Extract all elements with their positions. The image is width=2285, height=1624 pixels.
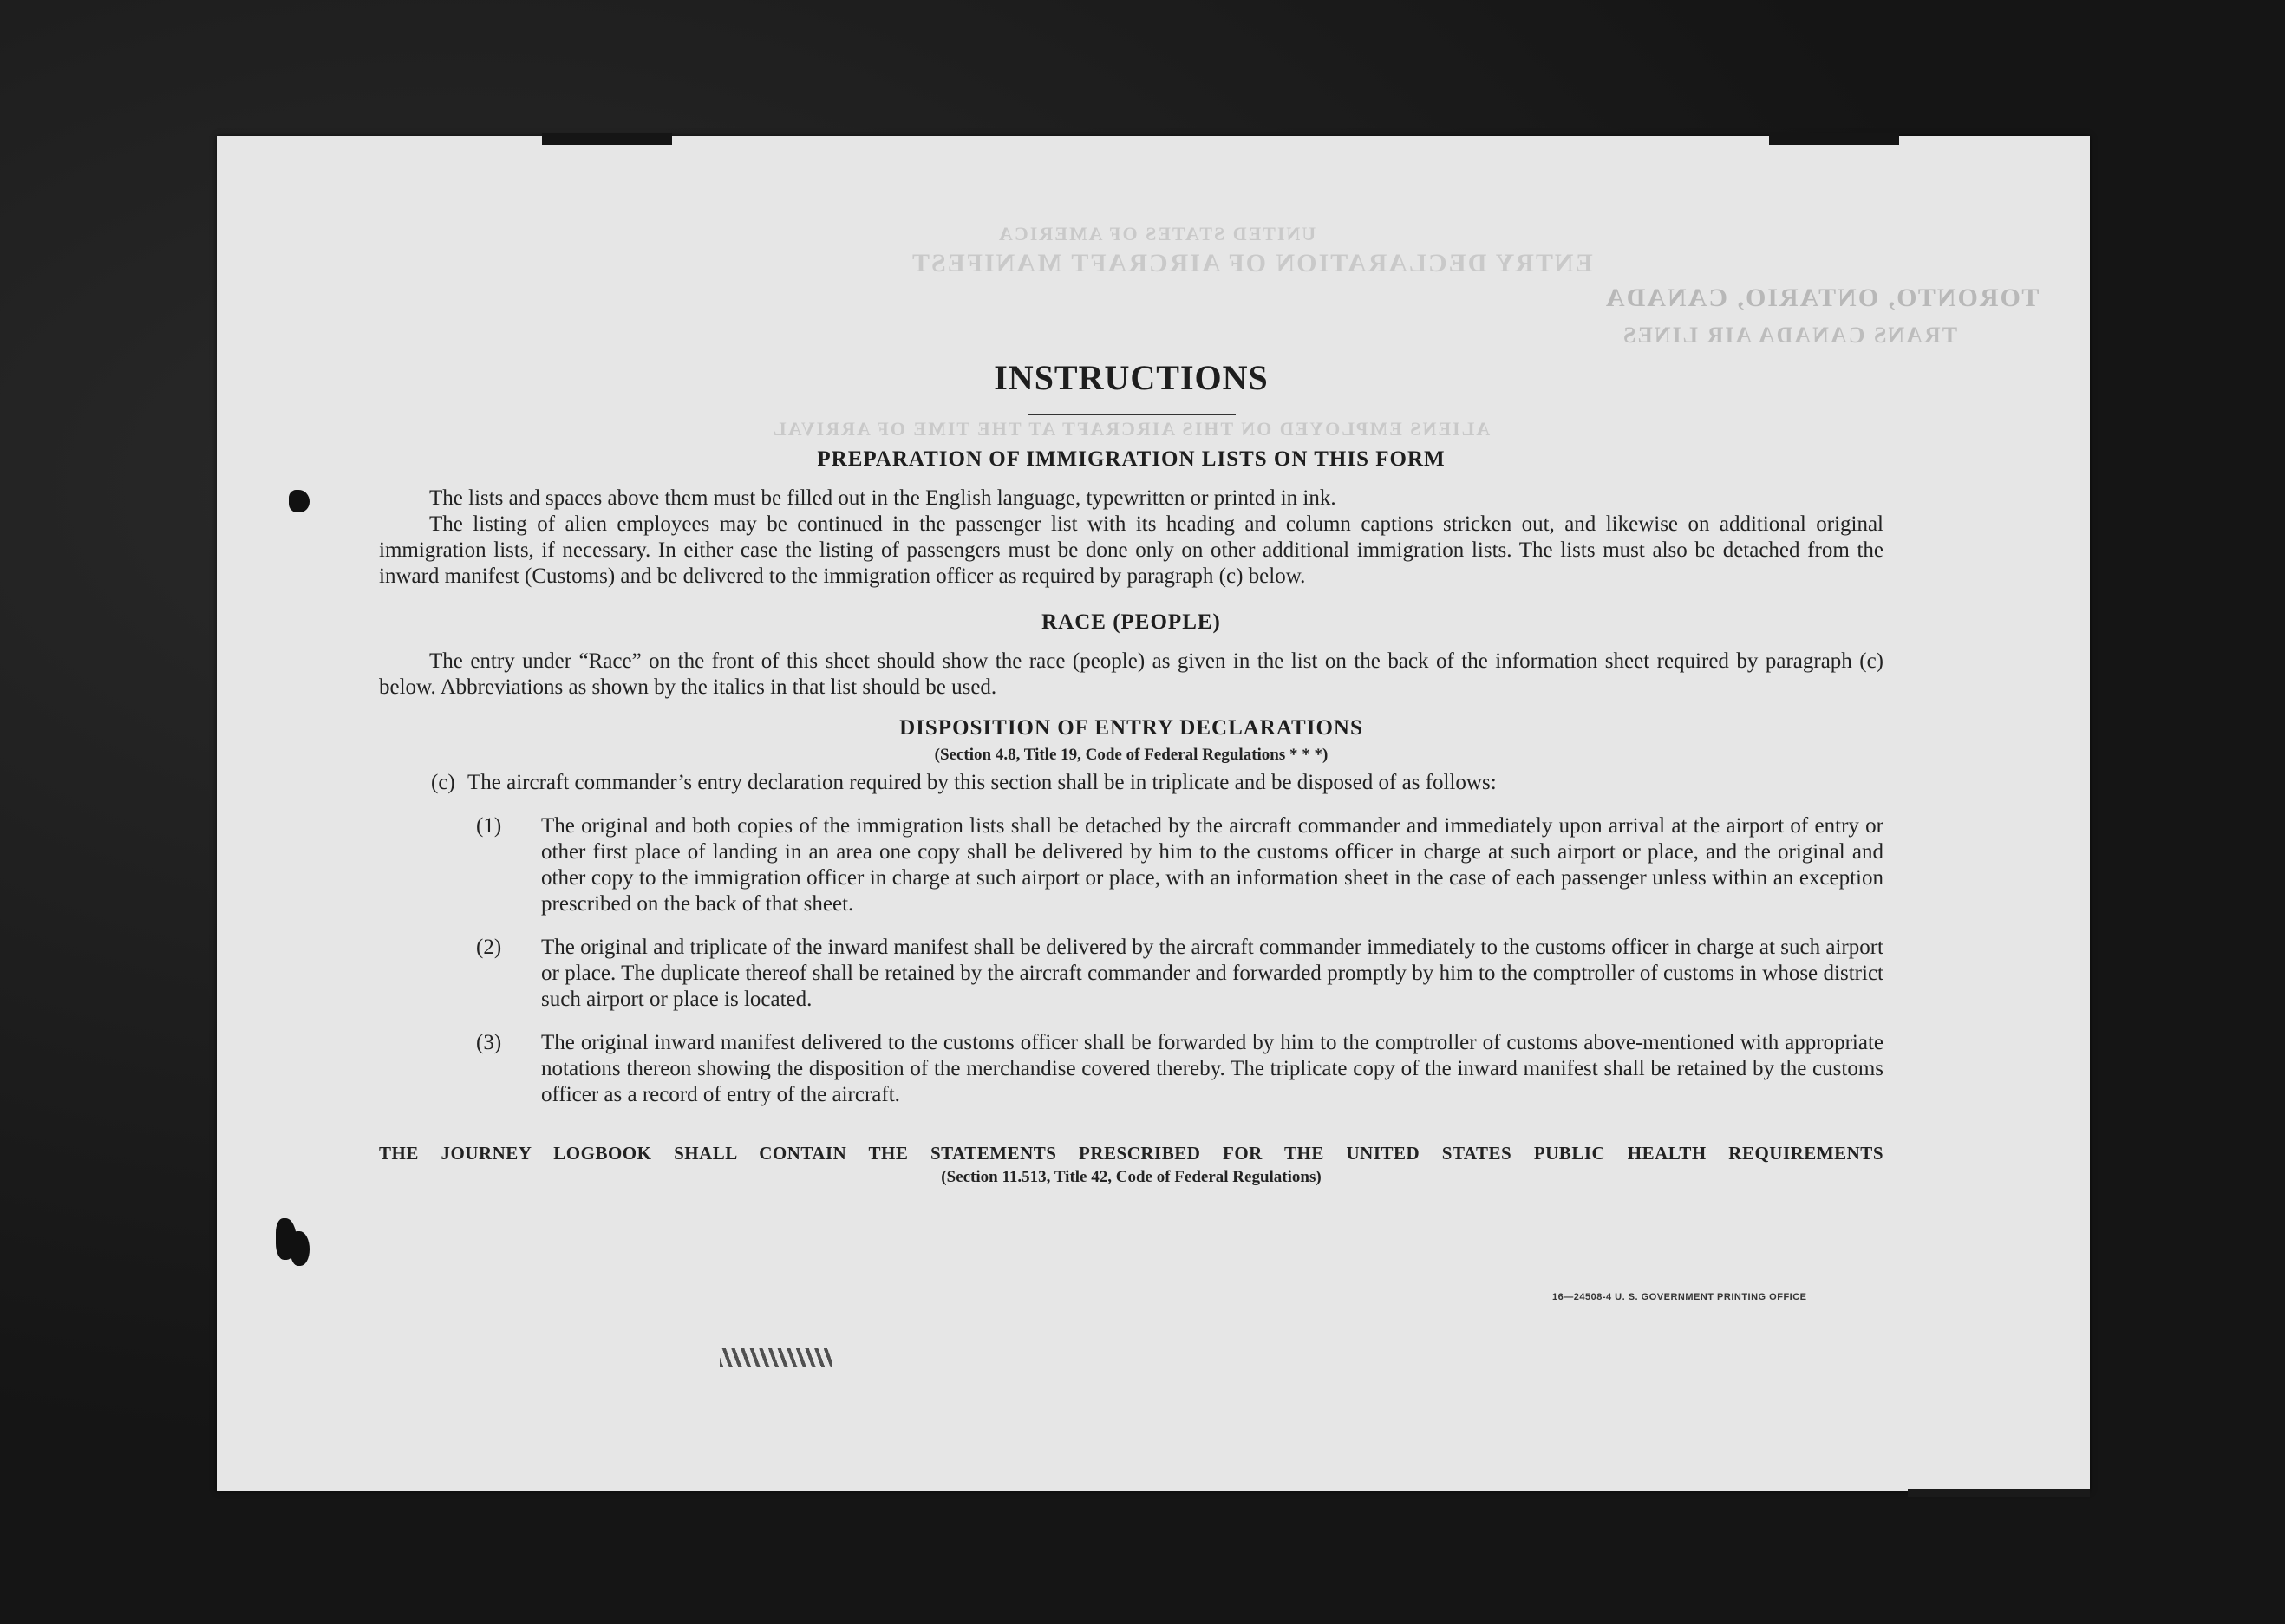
list-item-number: (3) — [476, 1031, 502, 1054]
paragraph-c-text: The aircraft commander’s entry declaration required by this section shall be in triplicate and be disposed of as follows: — [467, 771, 1497, 794]
page-title: INSTRUCTIONS — [994, 358, 1269, 397]
list-item-number: (2) — [476, 936, 502, 959]
punch-hole-mark — [291, 1231, 310, 1266]
binding-tab-right — [1769, 133, 1899, 145]
bleed-through-text: ALIENS EMPLOYED ON THIS AIRCRAFT AT THE TIME OF ARRIVAL — [772, 418, 1491, 440]
section-citation: (Section 4.8, Title 19, Code of Federal Regulations * * *) — [934, 746, 1329, 764]
printing-office-imprint: 16—24508‑4 U. S. GOVERNMENT PRINTING OFFICE — [1552, 1292, 1807, 1302]
title-divider — [1028, 414, 1236, 415]
binding-tab-left — [542, 133, 672, 145]
section-heading-preparation: PREPARATION OF IMMIGRATION LISTS ON THIS FORM — [817, 447, 1446, 471]
bleed-through-text: TRANS CANADA AIR LINES — [1622, 323, 1958, 348]
bleed-through-text: ENTRY DECLARATION OF AIRCRAFT MANIFEST — [911, 249, 1593, 277]
footer-heading: THE JOURNEY LOGBOOK SHALL CONTAIN THE STATEMENTS PRESCRIBED FOR THE UNITED STATES PUBLIC HEALTH REQUIREMENTS — [379, 1143, 1883, 1164]
paragraph-lists-language: The lists and spaces above them must be filled out in the English language, typewritten or printed in ink. — [429, 486, 1336, 510]
bleed-through-text: TORONTO, ONTARIO, CANADA — [1604, 284, 2040, 312]
paragraph-c — [379, 770, 1883, 796]
list-item-text: The original and both copies of the immigration lists shall be detached by the aircraft commander and immediately upon arrival at the airport of entry or other first place of landing in an area one copy shall be delivered by him to the customs officer in charge at such airport or place, and the original and other copy to the immigration officer in charge at such airport or place, with an information sheet in the case of each passenger unless within an exception prescribed on the back of that sheet. — [541, 814, 1883, 916]
section-heading-disposition: DISPOSITION OF ENTRY DECLARATIONS — [899, 716, 1363, 740]
paragraph-alien-employees: The listing of alien employees may be continued in the passenger list with its heading and column captions stricken out, and likewise on additional original immigration lists, if necessary. In either case the listing of passengers must be done only on other additional immigration lists. The lists must also be detached from the inward manifest (Customs) and be delivered to the immigration officer as required by paragraph (c) below. — [379, 512, 1883, 588]
list-item — [379, 935, 1883, 1013]
punch-hole-mark — [289, 490, 310, 512]
bottom-edge-tab — [1908, 1489, 2090, 1497]
list-item-number: (1) — [476, 814, 502, 838]
section-heading-race: RACE (PEOPLE) — [1041, 610, 1221, 634]
paragraph-race-entry: The entry under “Race” on the front of this sheet should show the race (people) as given in the list on the back of the information sheet required by paragraph (c) below. Abbreviations as shown by the italics in that list should be used. — [379, 649, 1883, 699]
list-item — [379, 1030, 1883, 1108]
instructions-body — [379, 347, 1883, 1187]
list-item-text: The original inward manifest delivered to the customs officer shall be forwarded by him to the comptroller of customs above-mentioned with appropriate notations thereon showing the disposition of the merchandise covered thereby. The triplicate copy of the inward manifest shall be retained by the customs officer as a record of entry of the aircraft. — [541, 1031, 1883, 1106]
ink-smudge — [720, 1348, 832, 1367]
footer-citation: (Section 11.513, Title 42, Code of Federal Regulations) — [941, 1168, 1322, 1186]
list-item — [379, 813, 1883, 917]
paragraph-c-tag: (c) — [431, 771, 455, 794]
bleed-through-text: UNITED STATES OF AMERICA — [997, 223, 1316, 245]
list-item-text: The original and triplicate of the inward manifest shall be delivered by the aircraft commander immediately to the customs officer in charge at such airport or place. The duplicate thereof shall be retained by the aircraft commander and forwarded promptly by him to the comptroller of customs in whose district such airport or place is located. — [541, 936, 1883, 1011]
